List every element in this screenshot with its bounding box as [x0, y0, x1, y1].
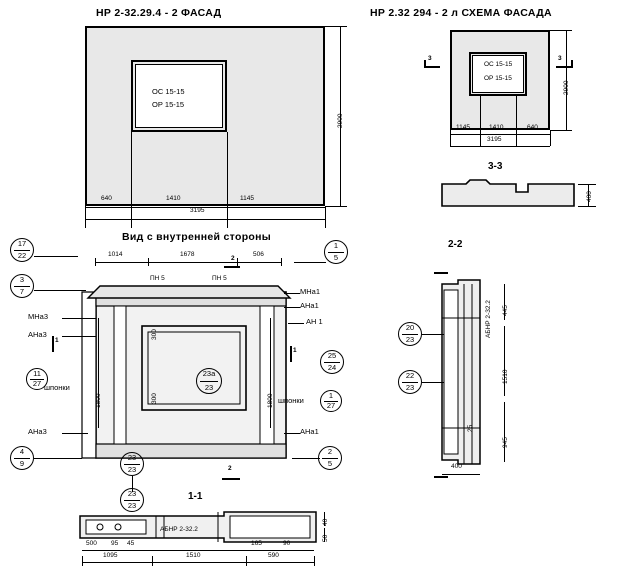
callout-top: 23 [127, 453, 137, 462]
label-shponki-left: шпонки [44, 383, 70, 392]
section-mark-line [434, 476, 448, 478]
section-mark-line [434, 272, 448, 274]
dim-tick [95, 258, 96, 266]
section-2-2-dim-400: 400 [451, 463, 462, 470]
inner-view-body [76, 282, 296, 468]
leader-line [284, 307, 300, 308]
callout-2-5 [318, 446, 342, 470]
panel-mark-pn5-right: ПН 5 [212, 275, 227, 282]
panel-mark-pn5-left: ПН 5 [150, 275, 165, 282]
ext-line [325, 206, 326, 228]
facade-right-dim-640: 640 [527, 124, 538, 131]
callout-11-27 [26, 368, 48, 390]
callout-bottom: 5 [333, 253, 339, 262]
dim-tick [82, 556, 83, 566]
section-1-1-dim-40: 40 [322, 518, 329, 526]
dim-line-total [85, 219, 325, 220]
dim-line-vertical [270, 318, 271, 428]
section-1-1-label: АБНР 2-32.2 [160, 526, 198, 533]
callout-bottom: 23 [127, 501, 137, 510]
callout-top: 25 [327, 351, 337, 360]
label-ana1-lower: АНа1 [300, 427, 319, 436]
label-an1: АН 1 [306, 317, 323, 326]
title-section-1-1: 1-1 [188, 491, 203, 502]
inner-dim-1800-left: 1800 [95, 393, 102, 408]
section-mark-1-right: 1 [293, 347, 297, 354]
label-mna1: МНа1 [300, 287, 321, 296]
callout-top: 11 [33, 369, 41, 378]
callout-25-24 [320, 350, 344, 374]
section-mark-3-right: 3 [558, 55, 562, 62]
section-mark-line [424, 60, 426, 68]
callout-top: 4 [19, 447, 25, 456]
callout-bottom: 24 [327, 363, 337, 372]
dim-tick [152, 556, 153, 566]
callout-bottom: 27 [326, 401, 336, 410]
facade-right-dim-1145: 1145 [456, 124, 470, 131]
section-mark-1-left: 1 [55, 337, 59, 344]
callout-23-23-section [120, 488, 144, 512]
callout-bottom: 7 [19, 287, 25, 296]
callout-bottom: 5 [327, 459, 333, 468]
section-1-1-dim-95: 95 [111, 540, 119, 547]
section-2-2-dim-1510: 1510 [502, 369, 509, 384]
callout-top: 1 [328, 391, 334, 400]
section-2-2-profile [424, 278, 514, 468]
section-2-2-dim-445: 445 [502, 305, 509, 316]
callout-1-27 [320, 390, 342, 412]
section-mark-2-top: 2 [231, 255, 235, 262]
section-mark-3-left: 3 [428, 55, 432, 62]
label-mna3: МНа3 [28, 312, 49, 321]
ext-line [450, 130, 451, 146]
section-2-2-dim-945: 945 [502, 437, 509, 448]
inner-dim-1678: 1678 [180, 251, 195, 258]
ext-line [550, 130, 551, 146]
dim-line [85, 207, 325, 208]
dim-line-vertical [504, 402, 505, 462]
dim-line [82, 550, 314, 551]
leader-line [422, 382, 444, 383]
callout-top: 17 [17, 239, 27, 248]
inner-dim-300-bottom: 300 [151, 393, 158, 404]
section-1-1-dim-500: 500 [86, 540, 97, 547]
callout-top: 3 [19, 275, 25, 284]
leader-line [62, 336, 96, 337]
callout-bottom: 23 [405, 335, 415, 344]
facade-left-dim-640: 640 [101, 195, 112, 202]
leader-line [294, 262, 326, 263]
facade-right-window-label-1: ОС 15-15 [484, 61, 513, 68]
section-1-1-dim-590: 590 [268, 552, 279, 559]
section-mark-line [290, 346, 292, 362]
dim-line [95, 262, 281, 263]
section-1-1-dim-45: 45 [127, 540, 135, 547]
callout-top: 2 [327, 447, 333, 456]
ext-line [578, 184, 596, 185]
ext-line [131, 132, 132, 228]
leader-line [422, 334, 444, 335]
title-facade-left: НР 2-32.29.4 - 2 ФАСАД [96, 7, 222, 19]
callout-23-23 [120, 452, 144, 476]
facade-left-window-inner [135, 64, 223, 128]
section-3-3-profile [440, 178, 580, 210]
section-1-1-dim-165: 165 [251, 540, 262, 547]
section-1-1-dim-1095: 1095 [103, 552, 118, 559]
inner-dim-1800-right: 1800 [267, 393, 274, 408]
label-ana3-lower: АНа3 [28, 427, 47, 436]
dim-line-vertical [504, 326, 505, 396]
facade-left-dim-1410: 1410 [166, 195, 181, 202]
callout-bottom: 23 [204, 383, 214, 392]
section-mark-line [52, 336, 54, 352]
facade-right-dim-total: 3195 [487, 136, 502, 143]
section-mark-line [571, 60, 573, 68]
callout-top: 23a [202, 369, 216, 378]
callout-divider [200, 381, 218, 382]
leader-line [34, 290, 86, 291]
section-mark-line [424, 66, 440, 68]
label-shponki-right: шпонки [278, 396, 304, 405]
dim-line [450, 134, 550, 135]
title-facade-right: НР 2.32 294 - 2 л СХЕМА ФАСАДА [370, 7, 552, 19]
ext-line [227, 132, 228, 228]
inner-view-header-cap [86, 284, 292, 302]
dim-line [442, 474, 480, 475]
dim-line-total [450, 146, 550, 147]
leader-line [292, 458, 320, 459]
leader-line [284, 433, 300, 434]
section-2-2-label: АБНР 2-32.2 [485, 300, 492, 338]
title-section-2-2: 2-2 [448, 239, 463, 250]
ext-line [325, 26, 347, 27]
callout-bottom: 22 [17, 251, 27, 260]
ext-line [550, 30, 572, 31]
callout-top: 22 [405, 371, 415, 380]
ext-line [325, 206, 347, 207]
facade-left-window-label-1: ОС 15-15 [152, 87, 185, 96]
leader-line [34, 458, 82, 459]
title-section-3-3: 3-3 [488, 161, 503, 172]
dim-tick [246, 556, 247, 566]
dim-tick [281, 258, 282, 266]
section-mark-line [224, 266, 240, 268]
callout-1-5-top [324, 240, 348, 264]
callout-20-23 [398, 322, 422, 346]
callout-4-9 [10, 446, 34, 470]
ext-line [550, 130, 572, 131]
section-mark-2-bottom: 2 [228, 465, 232, 472]
callout-top: 23 [127, 489, 137, 498]
callout-bottom: 23 [127, 465, 137, 474]
dim-line [82, 562, 314, 563]
section-1-1-dim-1510: 1510 [186, 552, 201, 559]
leader-line [284, 293, 300, 294]
section-3-3-dim-400: 400 [586, 191, 593, 202]
facade-right-window-label-2: ОР 15-15 [484, 75, 512, 82]
section-mark-line [556, 66, 572, 68]
ext-line [480, 96, 481, 146]
inner-dim-506: 506 [253, 251, 264, 258]
section-mark-line [222, 478, 240, 480]
callout-top: 1 [333, 241, 339, 250]
ext-line [85, 206, 86, 228]
inner-dim-300-top: 300 [151, 329, 158, 340]
callout-bottom: 23 [405, 383, 415, 392]
callout-23a-23 [196, 368, 222, 394]
leader-line [62, 433, 88, 434]
section-1-1-dim-90: 90 [283, 540, 291, 547]
facade-left-dim-height: 2900 [337, 113, 344, 128]
callout-3-7 [10, 274, 34, 298]
facade-left-dim-total: 3195 [190, 207, 205, 214]
section-1-1-dim-50: 50 [322, 534, 329, 542]
callout-17-22 [10, 238, 34, 262]
leader-line [288, 323, 304, 324]
leader-line [34, 256, 78, 257]
ext-line [578, 206, 596, 207]
facade-right-dim-height: 2900 [563, 80, 570, 95]
dim-tick [237, 258, 238, 266]
facade-left-dim-1145: 1145 [240, 195, 254, 202]
callout-22-23 [398, 370, 422, 394]
label-ana3-upper: АНа3 [28, 330, 47, 339]
title-inner-view: Вид с внутренней стороны [122, 231, 272, 243]
callout-bottom: 9 [19, 459, 25, 468]
section-2-2-dim-25: 25 [467, 424, 474, 432]
dim-line-vertical [98, 318, 99, 428]
dim-tick [314, 556, 315, 566]
facade-left-window-label-2: ОР 15-15 [152, 100, 185, 109]
inner-dim-1014: 1014 [108, 251, 123, 258]
leader-line [62, 318, 96, 319]
label-ana1-upper: АНа1 [300, 301, 319, 310]
callout-top: 20 [405, 323, 415, 332]
dim-tick [148, 258, 149, 266]
callout-bottom: 27 [32, 379, 42, 388]
ext-line [516, 96, 517, 146]
facade-right-dim-1410: 1410 [489, 124, 504, 131]
